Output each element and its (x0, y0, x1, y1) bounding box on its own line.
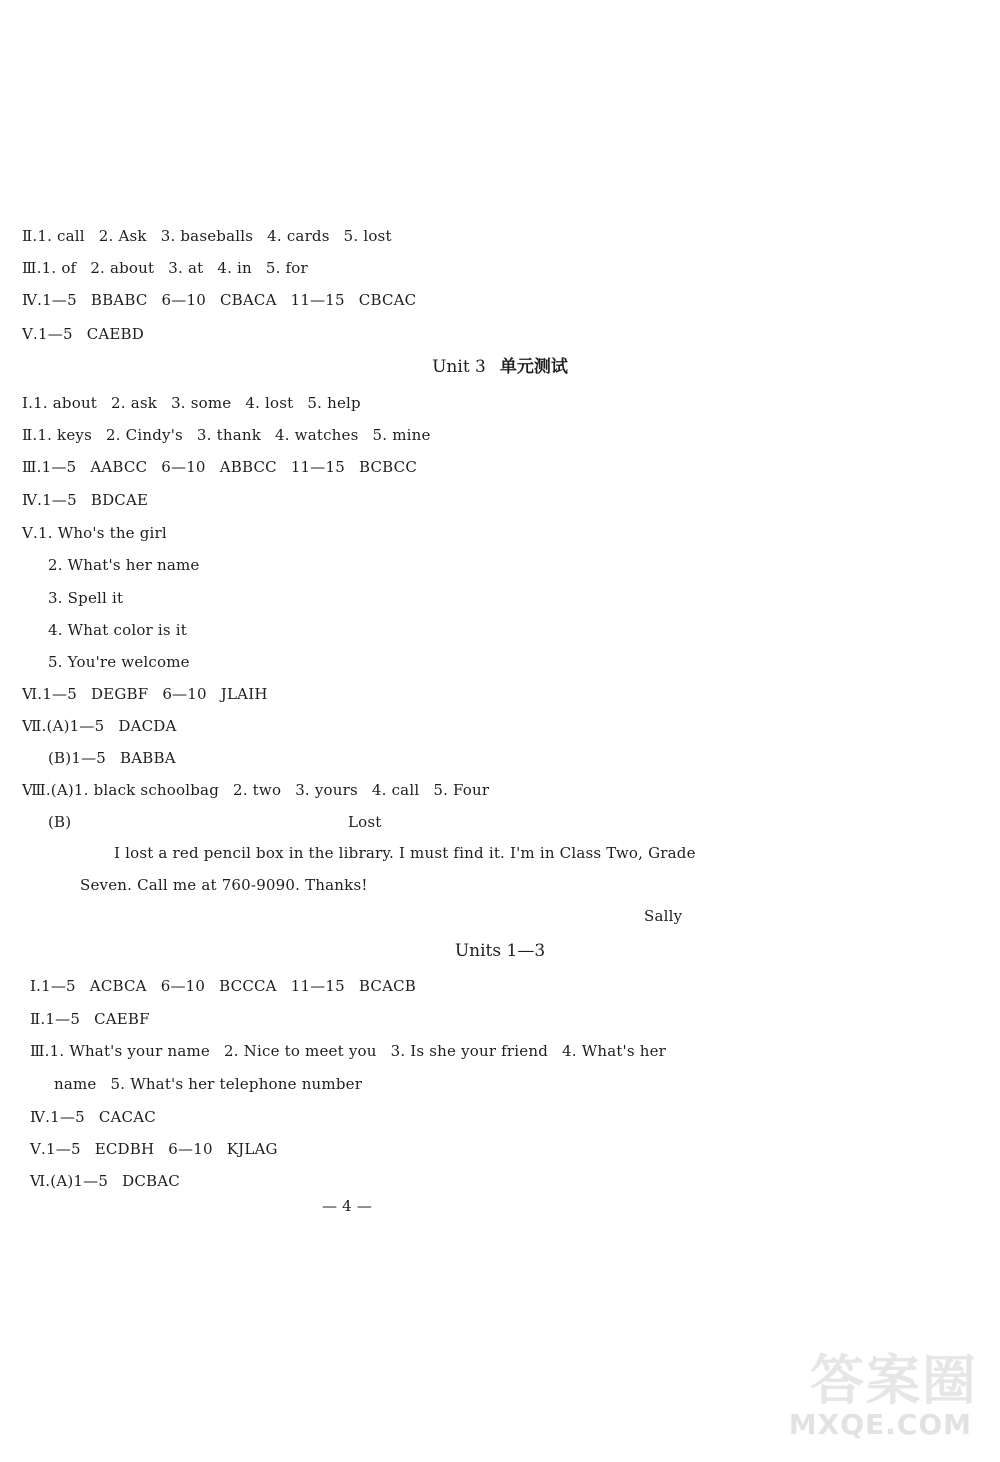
unit3-line-viii-a: Ⅷ.(A)1. black schoolbag 2. two 3. yours 4. call 5. Four (22, 781, 490, 799)
watermark-logo-text: 答案圈 (810, 1349, 978, 1412)
unit3-line-iv: Ⅳ.1—5 BDCAE (22, 491, 149, 509)
unit3-line-iii: Ⅲ.1—5 AABCC 6—10 ABBCC 11—15 BCBCC (22, 458, 418, 476)
units13-line-iii-2: name 5. What's her telephone number (54, 1075, 363, 1093)
answer-line-a-ii: Ⅱ.1. call 2. Ask 3. baseballs 4. cards 5. lost (22, 227, 392, 245)
unit3-heading: Unit 3 单元测试 (432, 357, 568, 377)
watermark-url: MXQE.COM (788, 1408, 972, 1441)
unit3-line-vii-a: Ⅶ.(A)1—5 DACDA (22, 717, 177, 735)
unit3-line-v-2: 2. What's her name (48, 556, 200, 574)
unit3-viii-b-signature: Sally (644, 907, 683, 925)
answer-line-a-v: Ⅴ.1—5 CAEBD (22, 325, 145, 343)
unit3-line-v-3: 3. Spell it (48, 589, 124, 607)
unit3-line-v-5: 5. You're welcome (48, 653, 190, 671)
unit3-viii-b-body-2: Seven. Call me at 760-9090. Thanks! (80, 876, 368, 894)
unit3-line-v-1: Ⅴ.1. Who's the girl (22, 524, 167, 542)
unit3-line-ii: Ⅱ.1. keys 2. Cindy's 3. thank 4. watches 5. mine (22, 426, 431, 444)
units13-line-vi: Ⅵ.(A)1—5 DCBAC (30, 1172, 180, 1190)
unit3-viii-b-body-1: I lost a red pencil box in the library. I must find it. I'm in Class Two, Grade (114, 844, 696, 862)
unit3-line-vi: Ⅵ.1—5 DEGBF 6—10 JLAIH (22, 685, 268, 703)
unit3-line-i: Ⅰ.1. about 2. ask 3. some 4. lost 5. help (22, 394, 361, 412)
units13-line-i: Ⅰ.1—5 ACBCA 6—10 BCCCA 11—15 BCACB (30, 977, 417, 995)
unit3-viii-b-title: Lost (348, 813, 382, 831)
answer-line-a-iv: Ⅳ.1—5 BBABC 6—10 CBACA 11—15 CBCAC (22, 291, 417, 309)
unit3-line-v-4: 4. What color is it (48, 621, 187, 639)
units13-heading: Units 1—3 (454, 941, 546, 961)
unit3-line-vii-b: (B)1—5 BABBA (48, 749, 176, 767)
unit3-viii-b-label: (B) (48, 813, 72, 831)
site-watermark (762, 1332, 982, 1452)
units13-line-iv: Ⅳ.1—5 CACAC (30, 1108, 156, 1126)
answer-line-a-iii: Ⅲ.1. of 2. about 3. at 4. in 5. for (22, 259, 308, 277)
units13-line-iii-1: Ⅲ.1. What's your name 2. Nice to meet you 3. Is she your friend 4. What's her (30, 1042, 667, 1060)
units13-line-ii: Ⅱ.1—5 CAEBF (30, 1010, 150, 1028)
page-number: — 4 — (322, 1197, 373, 1215)
units13-line-v: Ⅴ.1—5 ECDBH 6—10 KJLAG (30, 1140, 278, 1158)
